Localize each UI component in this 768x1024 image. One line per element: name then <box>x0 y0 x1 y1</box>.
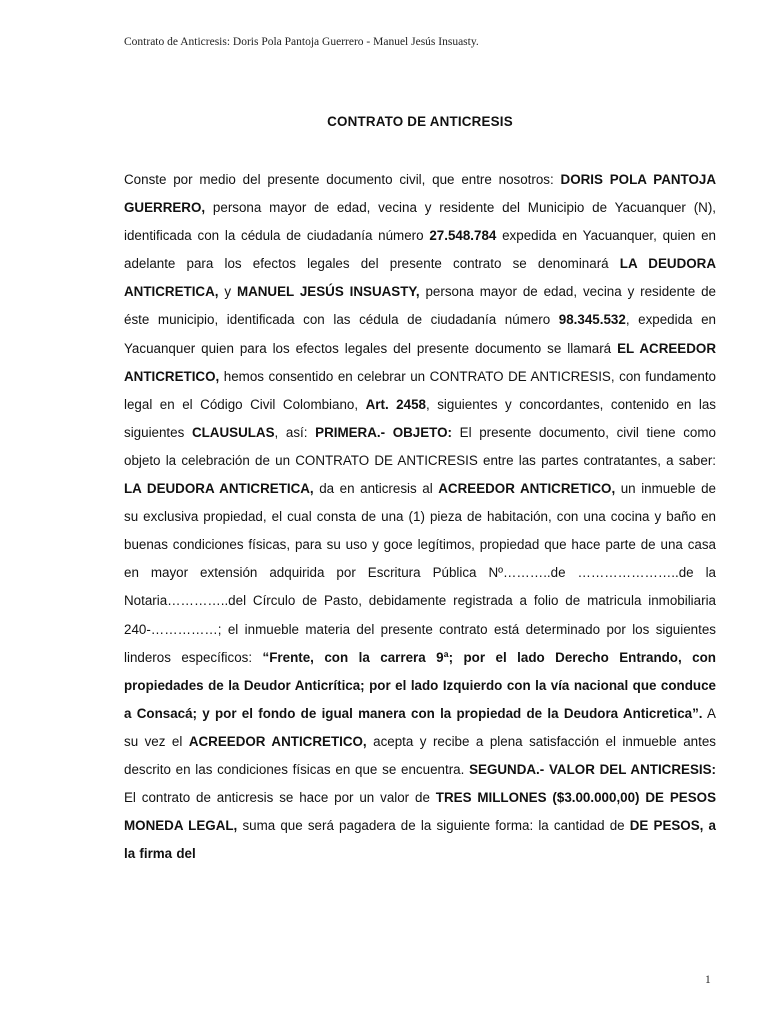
text-segment: Conste por medio del presente documento civil, que entre nosotros: <box>124 172 561 187</box>
bold-text-segment: ACREEDOR ANTICRETICO, <box>438 481 616 497</box>
text-segment: A su vez el <box>124 705 716 749</box>
text-segment: , expedida en Yacuanquer quien para los efectos legales del presente documento se llamará <box>124 312 716 356</box>
text-segment: expedida en Yacuanquer, quien en adelante para los efectos legales del presente contrato se denominará <box>124 228 716 272</box>
bold-text-segment: Art. 2458 <box>365 396 426 412</box>
contract-body-paragraph <box>124 166 716 868</box>
bold-text-segment: MANUEL JESÚS INSUASTY, <box>236 284 420 300</box>
bold-text-segment: EL ACREEDOR ANTICRETICO, <box>124 340 716 384</box>
text-segment: y <box>218 284 237 300</box>
text-segment: persona mayor de edad, vecina y residente del Municipio de Yacuanquer (N), identificada con la cédula de ciudadanía número <box>124 200 716 244</box>
bold-text-segment: SEGUNDA.- VALOR DEL ANTICRESIS: <box>469 761 716 777</box>
bold-text-segment: TRES MILLONES ($3.00.000,00) DE PESOS MONEDA LEGAL, <box>124 790 716 834</box>
bold-text-segment: 27.548.784 <box>429 228 497 244</box>
text-segment: suma que será pagadera de la siguiente forma: la cantidad de <box>237 818 630 834</box>
text-segment: persona mayor de edad, vecina y residente de éste municipio, identificada con las cédula de ciudadanía número <box>124 284 716 328</box>
text-segment: hemos consentido en celebrar un CONTRATO DE ANTICRESIS, con fundamento legal en el Código Civil Colombiano, <box>124 368 716 412</box>
bold-text-segment: CLAUSULAS <box>191 424 275 440</box>
text-segment: acepta y recibe a plena satisfacción el inmueble antes descrito en las condiciones físicas en que se encuentra. <box>124 733 716 777</box>
bold-text-segment: DORIS POLA PANTOJA GUERRERO, <box>124 172 716 216</box>
bold-text-segment: DE PESOS, a la firma del <box>124 818 716 862</box>
running-header: Contrato de Anticresis: Doris Pola Pantoja Guerrero - Manuel Jesús Insuasty. <box>124 36 479 48</box>
text-segment: , siguientes y concordantes, contenido en las siguientes <box>124 396 716 440</box>
page-number: 1 <box>705 974 711 986</box>
text-segment: , así: <box>274 424 316 440</box>
text-segment: El contrato de anticresis se hace por un valor de <box>124 790 436 806</box>
bold-text-segment: 98.345.532 <box>558 312 626 328</box>
bold-text-segment: PRIMERA.- OBJETO: <box>315 424 452 440</box>
text-segment: El presente documento, civil tiene como objeto la celebración de un CONTRATO DE ANTICRESIS entre las partes contratantes, a saber: <box>124 424 716 468</box>
text-segment: da en anticresis al <box>313 481 439 497</box>
bold-text-segment: “Frente, con la carrera 9ª; por el lado Derecho Entrando, con propiedades de la Deudor Anticrítica; por el lado Izquierdo con la vía nacional que conduce a Consacá; y por el fondo de igual manera con la propiedad de la Deudora Anticretica”. <box>124 649 716 721</box>
bold-text-segment: LA DEUDORA ANTICRETICA, <box>124 481 314 497</box>
bold-text-segment: LA DEUDORA ANTICRETICA, <box>124 256 716 300</box>
document-title: CONTRATO DE ANTICRESIS <box>327 114 513 129</box>
bold-text-segment: ACREEDOR ANTICRETICO, <box>188 733 367 749</box>
text-segment: un inmueble de su exclusiva propiedad, el cual consta de una (1) pieza de habitación, con una cocina y baño en buenas condiciones físicas, para su uso y goce legítimos, propiedad que hace parte de una casa en mayor extensión adquirida por Escritura Pública Nº………..de …………………..de la Notaria…………..del Círculo de Pasto, debidamente registrada a folio de matricula inmobiliaria 240-……………; el inmueble materia del presente contrato está determinado por los siguientes linderos específicos: <box>124 481 716 665</box>
